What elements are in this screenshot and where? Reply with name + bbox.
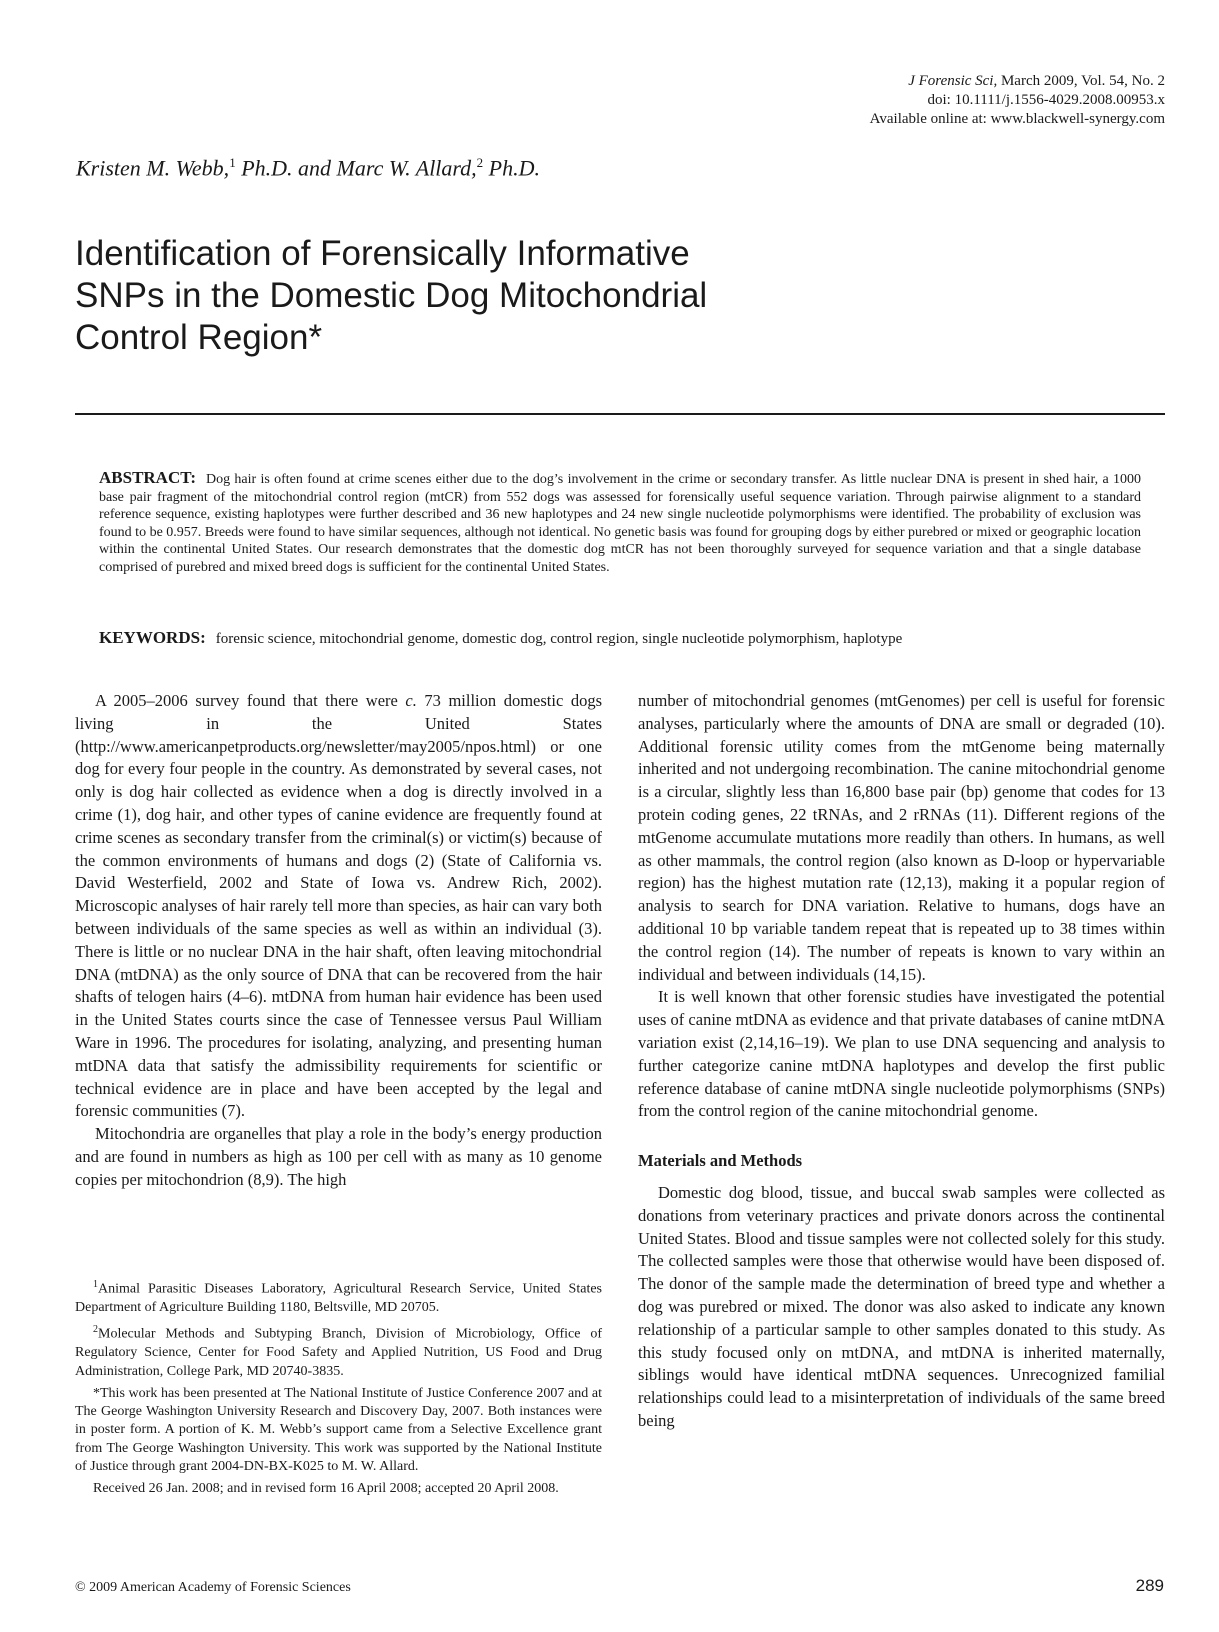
journal-issue-line — [870, 72, 1165, 91]
text-span: A 2005–2006 survey found that there were — [95, 691, 406, 710]
journal-issue: March 2009, Vol. 54, No. 2 — [1000, 73, 1165, 89]
author-line — [76, 155, 540, 181]
title-line-3: Control Region* — [75, 318, 323, 357]
abstract-text: Dog hair is often found at crime scenes either due to the dog’s involvement in the crime or secondary transfer. As little nuclear DNA is present in shed hair, a 1000 base pair fragment of the mitochondrial control region (mtCR) from 552 dogs was assessed for forensically useful sequence variation. Through pairwise alignment to a standard reference sequence, existing haplotypes were further described and 36 new haplotypes and 24 new single nucleotide polymorphisms were identified. The probability of exclusion was found to be 0.957. Breeds were found to have similar sequences, although not identical. No genetic basis was found for grouping dogs by either purebred or mixed or geographic location within the continental United States. Our research demonstrates that the domestic dog mtCR has not been thoroughly surveyed for sequence variation and that a single database comprised of purebred and mixed breed dogs is sufficient for the continental United States. — [99, 472, 1141, 575]
journal-name: J Forensic Sci, — [908, 73, 998, 89]
title-divider — [75, 413, 1165, 415]
doi: doi: 10.1111/j.1556-4029.2008.00953.x — [927, 92, 1165, 108]
footnotes — [75, 1276, 602, 1503]
footnote-1-mark: 1 — [93, 1279, 98, 1290]
page-number: 289 — [1135, 1576, 1164, 1595]
body-paragraph-5: Domestic dog blood, tissue, and buccal swab samples were collected as donations from veterinary practices and private donors across the continental United States. Blood and tissue samples were not collected solely for this study. The collected samples were those that otherwise would have been disposed of. The donor of the sample made the determination of breed type and whether a dog was purebred or mixed. The donor was also asked to indicate any known relationship of a particular sample to other samples donated to this study. As this study focused only on mtDNA, and mtDNA is inherited maternally, siblings would have identical mtDNA sequences. Unrecognized familial relationships could lead to a misinterpretation of individuals of the same breed being — [638, 1182, 1165, 1430]
body-paragraph-4: It is well known that other forensic studies have investigated the potential uses of canine mtDNA as evidence and that private databases of canine mtDNA variation exist (2,14,16–19). We plan to use DNA sequencing and analysis to further categorize canine mtDNA haplotypes and develop the first public reference database of canine mtDNA single nucleotide polymorphisms (SNPs) from the control region of the canine mitochondrial genome. — [638, 987, 1165, 1121]
author-2-degree: Ph.D. — [483, 155, 540, 181]
footnote-3: *This work has been presented at The National Institute of Justice Conference 2007 and at The George Washington University Research and Discovery Day, 2007. Both instances were in poster form. A portion of K. M. Webb’s support came from a Selective Excellence grant from The George Washington University. This work was supported by the National Institute of Justice through grant 2004-DN-BX-K025 to M. W. Allard. — [75, 1385, 602, 1474]
keywords-label: KEYWORDS: — [99, 628, 206, 647]
abstract-label: ABSTRACT: — [99, 468, 196, 487]
left-column — [75, 690, 602, 1192]
author-1-affiliation-mark: 1 — [229, 155, 236, 170]
text-span: 73 million domestic dogs living in the United States (http://www.americanpetproducts.org/newsletter/may2005/npos.html) or one dog for every four people in the country. As demonstrated by several cases, not only is dog hair collected as evidence when a dog is directly involved in a crime (1), dog hair, and other types of canine evidence are frequently found at crime scenes as secondary transfer from the criminal(s) or victim(s) because of the common environments of humans and dogs (2) (State of California vs. David Westerfield, 2002 and State of Iowa vs. Andrew Rich, 2002). Microscopic analyses of hair rarely tell more than species, as hair can vary both between individuals of the same species as well as within an individual (3). There is little or no nuclear DNA in the hair shaft, often leaving mitochondrial DNA (mtDNA) as the only source of DNA that can be recovered from the hair shafts of telogen hairs (4–6). mtDNA from human hair evidence has been used in the United States courts since the case of Tennessee versus Paul William Ware in 1996. The procedures for isolating, analyzing, and presenting human mtDNA data that satisfy the admissibility requirements for scientific or technical evidence are in place and have been accepted by the legal and forensic communities (7). — [75, 691, 602, 1121]
author-1: Kristen M. Webb, — [76, 155, 230, 181]
keywords — [99, 628, 1141, 648]
section-heading-methods: Materials and Methods — [638, 1151, 803, 1171]
abstract — [99, 469, 1141, 577]
footnote-2-text: Molecular Methods and Subtyping Branch, Division of Microbiology, Office of Regulatory Science, Center for Food Safety and Applied Nutrition, US Food and Drug Administration, College Park, MD 20740-3835. — [75, 1326, 602, 1379]
body-paragraph-3: number of mitochondrial genomes (mtGenomes) per cell is useful for forensic analyses, particularly where the amounts of DNA are small or degraded (10). Additional forensic utility comes from the mtGenome being maternally inherited and not undergoing recombination. The canine mitochondrial genome is a circular, slightly less than 16,800 base pair (bp) genome that codes for 13 protein coding genes, 22 tRNAs, and 2 rRNAs (11). Different regions of the mtGenome accumulate mutations more readily than others. In humans, as well as other mammals, the control region (also known as D-loop or hypervariable region) has the highest mutation rate (12,13), making it a popular region of analysis to search for DNA variation. Relative to humans, dogs have an additional 10 bp variable tandem repeat that is repeated up to 38 times within the control region (14). The number of repeats is known to vary within an individual and between individuals (14,15). — [638, 691, 1165, 984]
availability: Available online at: www.blackwell-synergy.com — [869, 111, 1165, 127]
keywords-text: forensic science, mitochondrial genome, domestic dog, control region, single nucleotide polymorphism, haplotype — [215, 631, 903, 647]
author-2-affiliation-mark: 2 — [476, 155, 484, 170]
journal-citation — [870, 72, 1165, 129]
received-dates: Received 26 Jan. 2008; and in revised form 16 April 2008; accepted 20 April 2008. — [93, 1481, 559, 1497]
right-column — [638, 690, 1165, 1433]
footnote-2-mark: 2 — [93, 1324, 98, 1336]
footnote-2 — [75, 1321, 602, 1381]
body-paragraph-1 — [75, 690, 602, 1123]
copyright: © 2009 American Academy of Forensic Sciences — [75, 1580, 351, 1595]
title-line-1: Identification of Forensically Informative — [75, 234, 690, 273]
footnote-1-text: Animal Parasitic Diseases Laboratory, Agricultural Research Service, United States Department of Agriculture Building 1180, Beltsville, MD 20705. — [75, 1281, 602, 1315]
circa-abbrev: c. — [405, 691, 417, 710]
article-title — [75, 233, 835, 359]
footnote-1 — [75, 1276, 602, 1317]
author-2: Ph.D. and Marc W. Allard, — [235, 155, 477, 181]
body-paragraph-2: Mitochondria are organelles that play a role in the body’s energy production and are found in numbers as high as 100 per cell with as many as 10 genome copies per mitochondrion (8,9). The high — [75, 1124, 602, 1189]
title-line-2: SNPs in the Domestic Dog Mitochondrial — [75, 276, 708, 315]
